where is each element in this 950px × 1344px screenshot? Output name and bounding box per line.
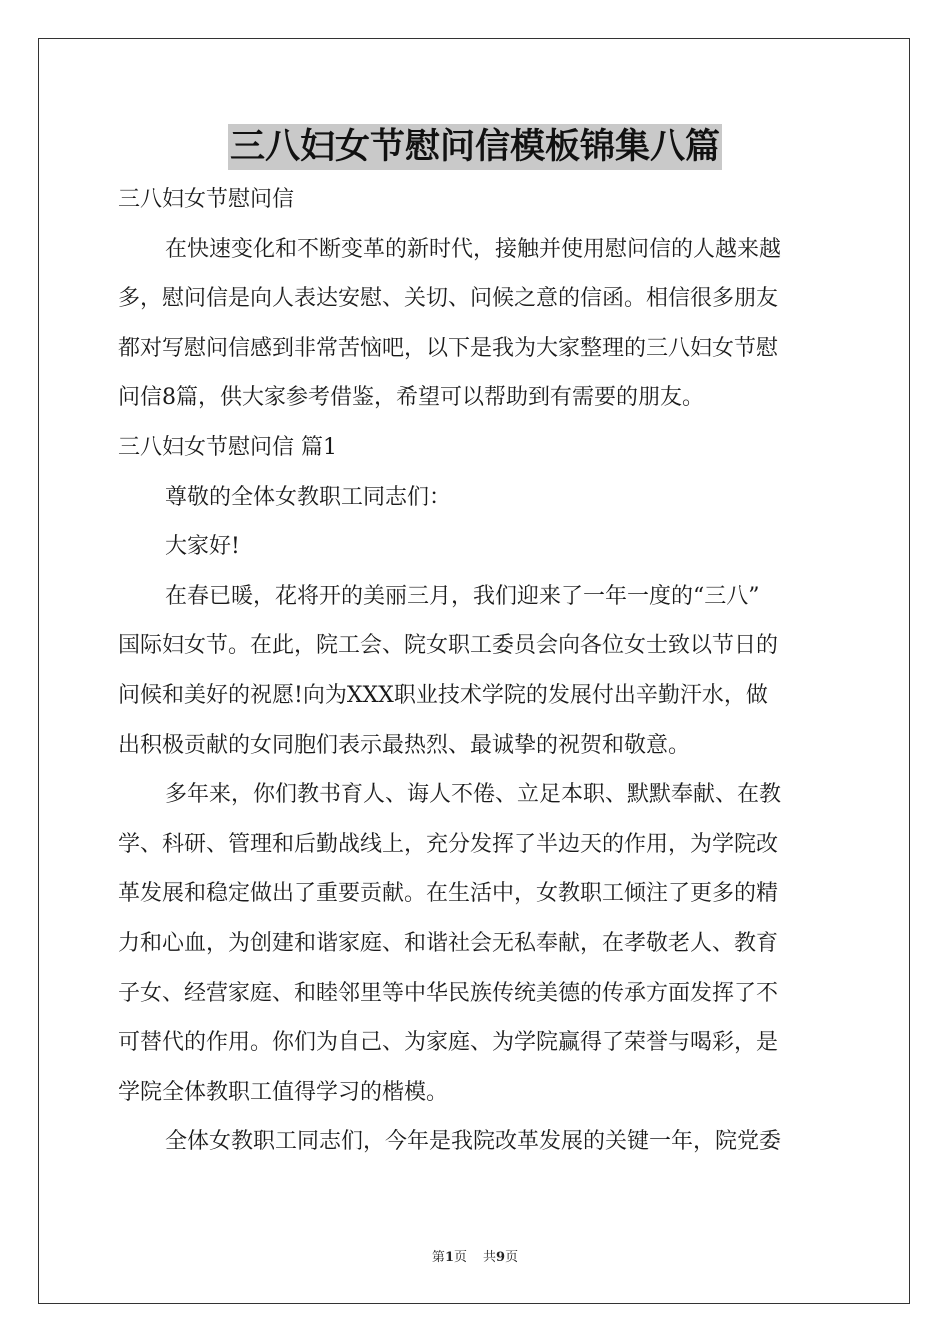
text-line: 问候和美好的祝愿!向为XXX职业技术学院的发展付出辛勤汗水，做 bbox=[118, 682, 768, 708]
text-line: 三八妇女节慰问信 篇1 bbox=[118, 434, 337, 460]
text-line: 大家好! bbox=[165, 534, 240, 560]
text-line: 国际妇女节。在此，院工会、院女职工委员会向各位女士致以节日的 bbox=[118, 633, 779, 659]
text-line: 在快速变化和不断变革的新时代，接触并使用慰问信的人越来越 bbox=[165, 236, 782, 262]
text-line: 问信8篇，供大家参考借鉴，希望可以帮助到有需要的朋友。 bbox=[118, 385, 704, 411]
text-line: 可替代的作用。你们为自己、为家庭、为学院赢得了荣誉与喝彩，是 bbox=[118, 1030, 779, 1056]
page-label-suffix: 页 bbox=[453, 1250, 467, 1265]
text-line: 学、科研、管理和后勤战线上，充分发挥了半边天的作用，为学院改 bbox=[118, 831, 779, 857]
total-pages: 9 bbox=[496, 1250, 506, 1265]
page-number: 1 bbox=[444, 1250, 454, 1265]
text-line: 都对写慰问信感到非常苦恼吧，以下是我为大家整理的三八妇女节慰 bbox=[118, 335, 779, 361]
text-line: 学院全体教职工值得学习的楷模。 bbox=[118, 1079, 449, 1105]
text-line: 多年来，你们教书育人、诲人不倦、立足本职、默默奉献、在教 bbox=[165, 782, 782, 808]
text-line: 力和心血，为创建和谐家庭、和谐社会无私奉献，在孝敬老人、教育 bbox=[118, 930, 779, 956]
text-line: 出积极贡献的女同胞们表示最热烈、最诚挚的祝贺和敬意。 bbox=[118, 732, 691, 758]
page-label-prefix: 第 bbox=[431, 1250, 445, 1265]
page-footer bbox=[0, 1246, 950, 1265]
text-line: 革发展和稳定做出了重要贡献。在生活中，女教职工倾注了更多的精 bbox=[118, 881, 779, 907]
title-container bbox=[0, 124, 950, 170]
text-line: 全体女教职工同志们，今年是我院改革发展的关键一年，院党委 bbox=[165, 1129, 782, 1155]
total-label-prefix: 共 bbox=[483, 1250, 497, 1265]
total-label-suffix: 页 bbox=[505, 1250, 519, 1265]
document-title: 三八妇女节慰问信模板锦集八篇 bbox=[228, 124, 722, 170]
text-line: 三八妇女节慰问信 bbox=[118, 187, 295, 212]
text-line: 多，慰问信是向人表达安慰、关切、问候之意的信函。相信很多朋友 bbox=[118, 286, 779, 312]
text-line: 在春已暖，花将开的美丽三月，我们迎来了一年一度的“三八” bbox=[165, 583, 760, 609]
text-line: 子女、经营家庭、和睦邻里等中华民族传统美德的传承方面发挥了不 bbox=[118, 980, 779, 1006]
document-body bbox=[118, 175, 834, 1167]
text-line: 尊敬的全体女教职工同志们： bbox=[165, 484, 452, 510]
